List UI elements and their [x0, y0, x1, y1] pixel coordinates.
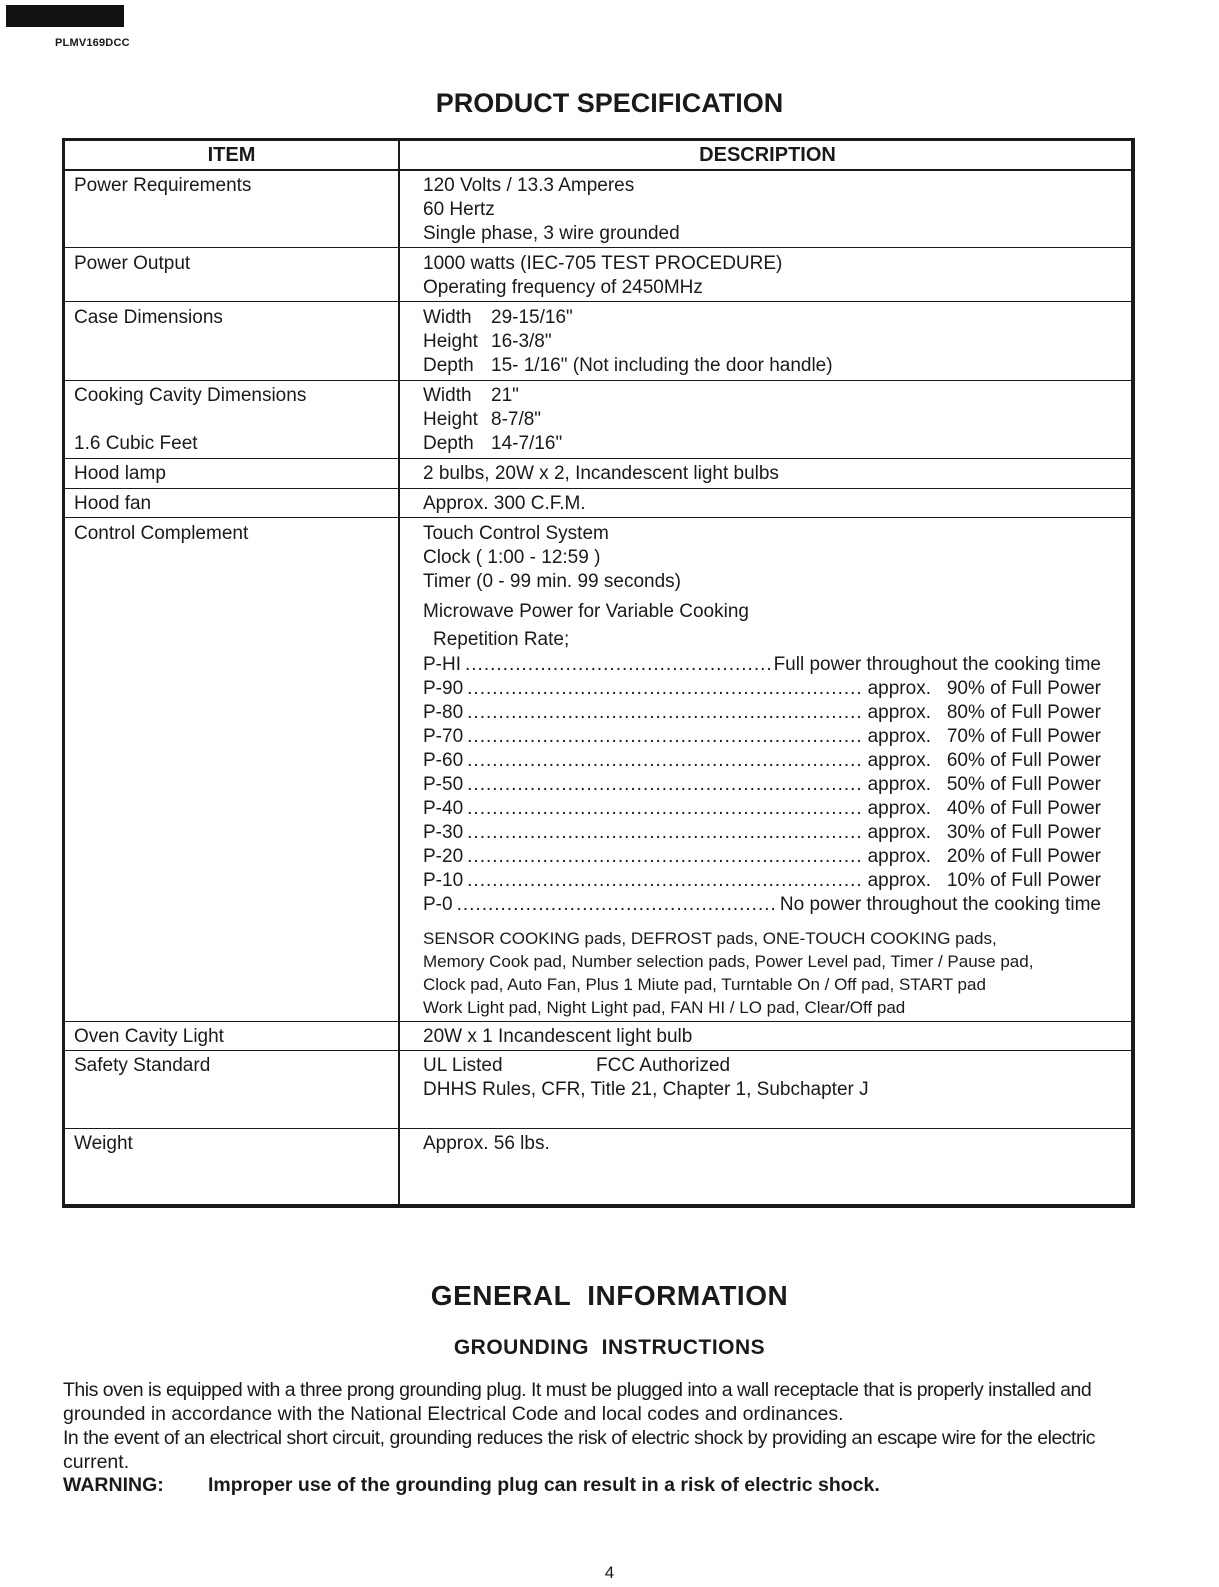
item-cavity-dimensions: Cooking Cavity Dimensions: [74, 385, 307, 406]
power-level-row: [423, 893, 1101, 917]
item-cavity-volume: 1.6 Cubic Feet: [74, 433, 198, 454]
desc-line: Operating frequency of 2450MHz: [423, 277, 703, 298]
row-divider: [65, 458, 1133, 459]
leader-dots: [467, 845, 863, 869]
row-divider: [65, 1050, 1133, 1051]
paragraph-line: This oven is equipped with a three prong grounding plug. It must be plugged into a wall receptacle that is properly installed and: [63, 1379, 1092, 1401]
item-case-dimensions: Case Dimensions: [74, 307, 223, 328]
dim-value: 21": [491, 385, 519, 406]
power-level-value: approx. 10% of Full Power: [867, 870, 1101, 891]
power-level-value: approx. 70% of Full Power: [867, 726, 1101, 747]
leader-dots: [467, 869, 863, 893]
leader-dots: [467, 725, 863, 749]
dim-label: Height: [423, 331, 478, 352]
dim-value: 8-7/8": [491, 409, 542, 430]
row-divider: [65, 169, 1133, 171]
power-level-row: [423, 749, 1101, 773]
paragraph-line: grounded in accordance with the National Electrical Code and local codes and ordinances.: [63, 1403, 844, 1425]
page-title: PRODUCT SPECIFICATION: [435, 88, 784, 118]
power-level-label: P-80: [423, 702, 464, 723]
desc-line: Approx. 56 lbs.: [423, 1133, 550, 1154]
power-level-label: P-40: [423, 798, 464, 819]
power-level-label: P-70: [423, 726, 464, 747]
power-level-value: approx. 90% of Full Power: [867, 678, 1101, 699]
leader-dots: [457, 893, 776, 917]
dim-value: 29-15/16": [491, 307, 573, 328]
power-level-label: P-HI: [423, 654, 461, 675]
leader-dots: [465, 653, 770, 677]
row-divider: [65, 488, 1133, 489]
power-level-row: [423, 725, 1101, 749]
dim-value: 16-3/8": [491, 331, 552, 352]
power-level-row: [423, 773, 1101, 797]
desc-line: Touch Control System: [423, 523, 609, 544]
power-level-row: [423, 653, 1101, 677]
item-power-output: Power Output: [74, 253, 191, 274]
power-level-label: P-30: [423, 822, 464, 843]
dim-label: Width: [423, 307, 472, 328]
desc-line: 20W x 1 Incandescent light bulb: [423, 1026, 693, 1047]
power-level-label: P-10: [423, 870, 464, 891]
header-tab-block: [6, 5, 124, 27]
leader-dots: [467, 677, 863, 701]
pads-line: SENSOR COOKING pads, DEFROST pads, ONE-TOUCH COOKING pads,: [423, 929, 997, 948]
item-weight: Weight: [74, 1133, 133, 1154]
power-level-value: approx. 80% of Full Power: [867, 702, 1101, 723]
dim-label: Depth: [423, 433, 474, 454]
power-level-value: approx. 40% of Full Power: [867, 798, 1101, 819]
row-divider: [65, 1021, 1133, 1022]
desc-line: Timer (0 - 99 min. 99 seconds): [423, 571, 681, 592]
column-header-description: DESCRIPTION: [699, 144, 836, 166]
item-safety-standard: Safety Standard: [74, 1055, 211, 1076]
pads-line: Work Light pad, Night Light pad, FAN HI / LO pad, Clear/Off pad: [423, 998, 906, 1017]
desc-line: Single phase, 3 wire grounded: [423, 223, 680, 244]
item-power-requirements: Power Requirements: [74, 175, 252, 196]
row-divider: [65, 301, 1133, 302]
power-level-label: P-0: [423, 894, 453, 915]
section-title: GENERAL INFORMATION: [430, 1280, 789, 1311]
desc-line: 1000 watts (IEC-705 TEST PROCEDURE): [423, 253, 783, 274]
column-divider: [398, 140, 400, 1206]
desc-line: 60 Hertz: [423, 199, 495, 220]
column-header-item: ITEM: [207, 144, 256, 166]
item-control-complement: Control Complement: [74, 523, 249, 544]
power-level-value: approx. 30% of Full Power: [867, 822, 1101, 843]
power-level-label: P-60: [423, 750, 464, 771]
dim-label: Height: [423, 409, 478, 430]
power-level-label: P-50: [423, 774, 464, 795]
warning-text: Improper use of the grounding plug can result in a risk of electric shock.: [208, 1474, 880, 1496]
power-level-value: Full power throughout the cooking time: [773, 654, 1101, 675]
power-level-label: P-20: [423, 846, 464, 867]
power-level-label: P-90: [423, 678, 464, 699]
power-level-value: No power throughout the cooking time: [779, 894, 1101, 915]
dim-label: Width: [423, 385, 472, 406]
row-divider: [65, 380, 1133, 381]
power-level-row: [423, 845, 1101, 869]
leader-dots: [467, 821, 863, 845]
power-level-row: [423, 797, 1101, 821]
section-subtitle: GROUNDING INSTRUCTIONS: [453, 1336, 766, 1359]
power-level-row: [423, 869, 1101, 893]
power-level-value: approx. 60% of Full Power: [867, 750, 1101, 771]
dim-value: 15- 1/16" (Not including the door handle): [491, 355, 833, 376]
power-level-value: approx. 20% of Full Power: [867, 846, 1101, 867]
row-divider: [65, 247, 1133, 248]
pads-line: Memory Cook pad, Number selection pads, Power Level pad, Timer / Pause pad,: [423, 952, 1034, 971]
dim-value: 14-7/16": [491, 433, 563, 454]
desc-line: FCC Authorized: [596, 1055, 731, 1076]
power-level-row: [423, 677, 1101, 701]
leader-dots: [467, 749, 863, 773]
pads-line: Clock pad, Auto Fan, Plus 1 Miute pad, Turntable On / Off pad, START pad: [423, 975, 986, 994]
power-level-row: [423, 701, 1101, 725]
power-level-value: approx. 50% of Full Power: [867, 774, 1101, 795]
page-number: 4: [604, 1563, 615, 1582]
dim-label: Depth: [423, 355, 474, 376]
item-hood-fan: Hood fan: [74, 493, 152, 514]
leader-dots: [467, 797, 863, 821]
desc-line: Clock ( 1:00 - 12:59 ): [423, 547, 601, 568]
warning-label: WARNING:: [63, 1474, 164, 1496]
desc-line: Microwave Power for Variable Cooking: [423, 601, 749, 622]
desc-line: Repetition Rate;: [433, 629, 570, 650]
item-oven-cavity-light: Oven Cavity Light: [74, 1026, 224, 1047]
row-divider: [65, 517, 1133, 518]
power-level-row: [423, 821, 1101, 845]
model-number: PLMV169DCC: [55, 37, 130, 49]
desc-line: 120 Volts / 13.3 Amperes: [423, 175, 635, 196]
desc-line: DHHS Rules, CFR, Title 21, Chapter 1, Subchapter J: [423, 1079, 869, 1100]
paragraph-line: In the event of an electrical short circuit, grounding reduces the risk of electric shock by providing an escape wire for the electric: [63, 1427, 1096, 1449]
item-hood-lamp: Hood lamp: [74, 463, 166, 484]
paragraph-line: current.: [63, 1451, 130, 1473]
desc-line: UL Listed: [423, 1055, 503, 1076]
row-divider: [65, 1128, 1133, 1129]
leader-dots: [467, 773, 863, 797]
desc-line: 2 bulbs, 20W x 2, Incandescent light bulbs: [423, 463, 779, 484]
leader-dots: [467, 701, 863, 725]
desc-line: Approx. 300 C.F.M.: [423, 493, 586, 514]
